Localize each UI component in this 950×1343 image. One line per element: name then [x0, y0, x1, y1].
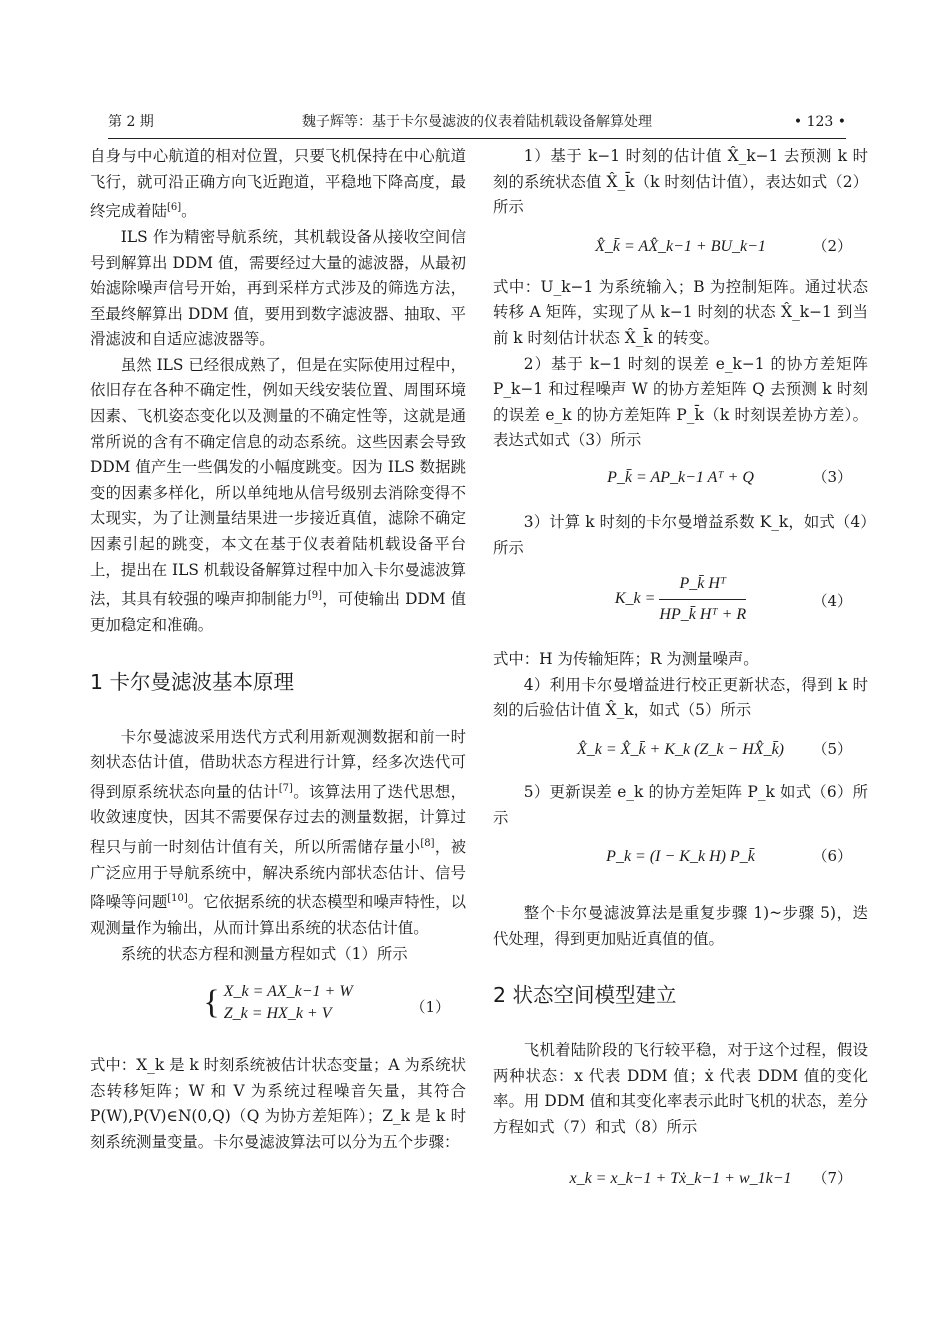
- running-header: [108, 112, 846, 139]
- equation-5: X̂_k = X̂_k̄ + K_k (Z_k − HX̂_k̄) （5）: [493, 730, 868, 776]
- left-column: [90, 144, 466, 1156]
- equation-number: （3）: [812, 467, 852, 486]
- right-column: [493, 144, 868, 1197]
- paragraph-state-eq-intro: 系统的状态方程和测量方程如式（1）所示: [120, 944, 408, 963]
- section-heading-2: 2 状态空间模型建立: [493, 983, 677, 1008]
- fraction-numerator: P_k̄ Hᵀ: [659, 571, 746, 600]
- paragraph-kalman-intro: 卡尔曼滤波采用迭代方式利用新观测数据和前一时刻状态估计值，借助状态方程进行计算，经多次迭代可得到原系统状态向量的估计[7]。该算法用了迭代思想，收敛速度快，因其不需要保存过去的测量数据，计算过程只与前一时刻估计值有关，所以所需储存量小[8]，被广泛应用于导航系统中，解决系统内部状态估计、信号降噪等问题[10]。它依据系统的状态模型和噪声特性，以观测量作为输出，从而计算出系统的状态估计值。: [90, 727, 466, 938]
- equation-4: K_k = $\frac{\text{P\_k̄ Hᵀ}}{\text{HP\_k̄ Hᵀ + R}}$ （4）: [493, 567, 868, 639]
- algorithm-summary: 整个卡尔曼滤波算法是重复步骤 1)~步骤 5)，迭代处理，得到更加贴近真值的值。: [493, 904, 868, 948]
- equation-number: （1）: [410, 998, 450, 1017]
- step-2: 2）基于 k−1 时刻的误差 e_k−1 的协方差矩阵 P_k−1 和过程噪声 W 的协方差矩阵 Q 去预测 k 时刻的误差 e_k 的协方差矩阵 P_k̄（k 时刻误差协方差）。表达式如式（3）所示: [493, 354, 868, 450]
- paragraph-ils: ILS 作为精密导航系统，其机载设备从接收空间信号到解算出 DDM 值，需要经过大量的滤波器，从最初始滤除噪声信号开始，再到采样方式涉及的筛选方法，至最终解算出 DDM 值，要用到数字滤波器、抽取、平滑滤波和自适应滤波器等。: [90, 227, 466, 349]
- step-1-notes: 式中：U_k−1 为系统输入；B 为控制矩阵。通过状态转移 A 矩阵，实现了从 k−1 时刻的状态 X̂_k−1 到当前 k 时刻估计状态 X̂_k̄ 的转变。: [493, 277, 868, 347]
- citation: [9]: [307, 590, 323, 602]
- equation-number: （4）: [812, 592, 852, 611]
- paragraph-state-space: 飞机着陆阶段的飞行较平稳，对于这个过程，假设两种状态：x 代表 DDM 值；ẋ 代表 DDM 值的变化率。用 DDM 值和其变化率表示此时飞机的状态，差分方程如式（7）和式（8）所示: [493, 1041, 868, 1137]
- step-3-notes: 式中：H 为传输矩阵；R 为测量噪声。: [493, 650, 759, 669]
- equation-1-line-2: Z_k = HX_k + V: [223, 1005, 332, 1023]
- fraction-denominator: HP_k̄ Hᵀ + R: [659, 605, 747, 623]
- step-5: 5）更新误差 e_k 的协方差矩阵 P_k 如式（6）所示: [493, 782, 868, 827]
- step-3: 3）计算 k 时刻的卡尔曼增益系数 K_k，如式（4）所示: [493, 512, 868, 557]
- equation-number: （7）: [812, 1168, 852, 1187]
- issue-number: 第 2 期: [108, 114, 154, 130]
- equation-3: P_k̄ = AP_k−1 Aᵀ + Q （3）: [493, 458, 868, 496]
- running-title: 魏子辉等：基于卡尔曼滤波的仪表着陆机载设备解算处理: [302, 114, 652, 130]
- equation-7: x_k = x_k−1 + Tẋ_k−1 + w_1k−1 （7）: [493, 1159, 868, 1197]
- equation-2: X̂_k̄ = AX̂_k−1 + BU_k−1 （2）: [493, 227, 868, 265]
- equation-number: （2）: [812, 236, 852, 255]
- paragraph-eq1-notes: 式中：X_k 是 k 时刻系统被估计状态变量；A 为系统状态转移矩阵；W 和 V 为系统过程噪音矢量，其符合 P(W),P(V)∈N(0,Q)（Q 为协方差矩阵）；Z_k 是 k 时刻系统测量变量。卡尔曼滤波算法可以分为五个步骤：: [90, 1056, 466, 1152]
- equation-1-line-1: X_k = AX_k−1 + W: [223, 983, 353, 1001]
- equation-6: P_k = (I − K_k H) P_k̄ （6）: [493, 837, 868, 883]
- paragraph-uncertainty: 虽然 ILS 已经很成熟了，但是在实际使用过程中，依旧存在各种不确定性，例如天线安装位置、周围环境因素、飞机姿态变化以及测量的不确定性等，这就是通常所说的含有不确定信息的动态系统。这些因素会导致 DDM 值产生一些偶发的小幅度跳变。因为 ILS 数据跳变的因素多样化，所以单纯地从信号级别去消除变得不太现实，为了让测量结果进一步接近真值，滤除不确定因素引起的跳变，本文在基于仪表着陆机载设备平台上，提出在 ILS 机载设备解算过程中加入卡尔曼滤波算法，其具有较强的噪声抑制能力[9]，可使输出 DDM 值更加稳定和准确。: [90, 355, 466, 634]
- section-heading-1: 1 卡尔曼滤波基本原理: [90, 669, 295, 694]
- equation-number: （6）: [812, 847, 852, 866]
- page-number: • 123 •: [793, 114, 846, 130]
- step-1: 1）基于 k−1 时刻的估计值 X̂_k−1 去预测 k 时刻的系统状态值 X̂_k̄（k 时刻估计值），表达如式（2）所示: [493, 147, 868, 217]
- equation-1: { X_k = AX_k−1 + W Z_k = HX_k + V （1）: [90, 977, 466, 1039]
- equation-number: （5）: [812, 739, 852, 758]
- citation: [6]: [166, 202, 182, 214]
- step-4: 4）利用卡尔曼增益进行校正更新状态，得到 k 时刻的后验估计值 X̂_k，如式（5）所示: [493, 675, 868, 720]
- paragraph-intro-cont: 自身与中心航道的相对位置，只要飞机保持在中心航道飞行，就可沿正确方向飞近跑道，平稳地下降高度，最终完成着陆[6]。: [90, 147, 466, 221]
